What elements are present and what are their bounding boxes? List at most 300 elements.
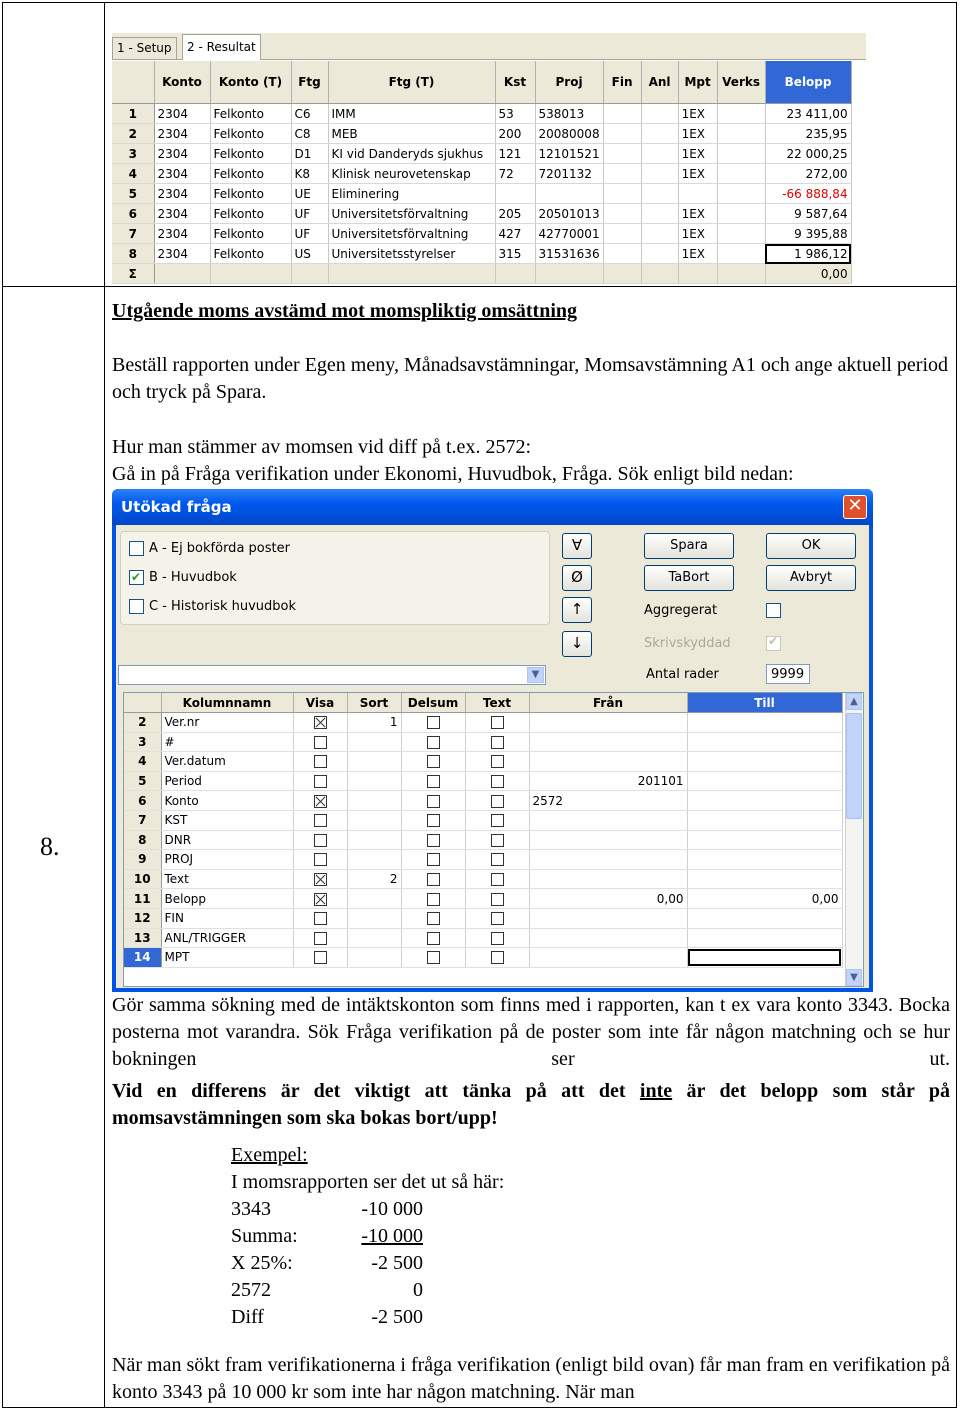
cell-verks[interactable] bbox=[717, 204, 765, 224]
cell-kst[interactable]: 205 bbox=[495, 204, 535, 224]
col-header[interactable]: Kst bbox=[495, 61, 535, 104]
query-row[interactable] bbox=[124, 771, 842, 791]
row-header[interactable]: 7 bbox=[112, 224, 154, 244]
option-historisk[interactable] bbox=[129, 598, 296, 616]
cell-kontot[interactable]: Felkonto bbox=[210, 244, 291, 264]
row-header[interactable]: 6 bbox=[124, 791, 161, 811]
option-ej-bokforda[interactable] bbox=[129, 540, 290, 558]
cell-ftg[interactable]: UF bbox=[291, 204, 328, 224]
cell-mpt[interactable]: 1EX bbox=[678, 144, 717, 164]
checkbox-icon[interactable] bbox=[491, 775, 504, 788]
cell-belopp[interactable]: 272,00 bbox=[765, 164, 851, 184]
col-header[interactable]: Sort bbox=[347, 693, 401, 713]
checkbox-icon[interactable] bbox=[427, 912, 440, 925]
cell-fin[interactable] bbox=[603, 144, 641, 164]
checkbox-icon[interactable] bbox=[491, 853, 504, 866]
col-header[interactable]: Fin bbox=[603, 61, 641, 104]
cell-till[interactable]: 0,00 bbox=[687, 889, 842, 909]
cell-fran[interactable] bbox=[529, 732, 687, 752]
row-header[interactable]: 9 bbox=[124, 850, 161, 870]
cell-till[interactable] bbox=[687, 908, 842, 928]
checkbox-icon[interactable] bbox=[427, 893, 440, 906]
cell-text[interactable] bbox=[465, 713, 529, 733]
cell-verks[interactable] bbox=[717, 184, 765, 204]
cell-text[interactable] bbox=[465, 830, 529, 850]
checkbox-checked-icon[interactable] bbox=[314, 873, 327, 886]
option-huvudbok[interactable] bbox=[129, 569, 237, 587]
cell-belopp[interactable]: 235,95 bbox=[765, 124, 851, 144]
query-row[interactable] bbox=[124, 713, 842, 733]
cell-sort[interactable] bbox=[347, 732, 401, 752]
col-header[interactable]: Kolumnnamn bbox=[161, 693, 293, 713]
col-header-selected[interactable]: Belopp bbox=[765, 61, 851, 104]
clear-button[interactable]: Ø bbox=[562, 565, 592, 591]
row-header[interactable]: 13 bbox=[124, 928, 161, 948]
row-header[interactable]: 10 bbox=[124, 869, 161, 889]
checkbox-icon[interactable] bbox=[491, 755, 504, 768]
scroll-up-icon[interactable]: ▲ bbox=[846, 693, 862, 710]
checkbox-icon[interactable] bbox=[491, 912, 504, 925]
cell-sort[interactable] bbox=[347, 771, 401, 791]
cell-kolumnnamn[interactable]: Ver.nr bbox=[161, 713, 293, 733]
cell-mpt[interactable]: 1EX bbox=[678, 104, 717, 124]
cell-fin[interactable] bbox=[603, 184, 641, 204]
table-row[interactable] bbox=[112, 104, 851, 124]
query-row[interactable] bbox=[124, 830, 842, 850]
cell-kst[interactable] bbox=[495, 184, 535, 204]
cell-proj[interactable]: 7201132 bbox=[535, 164, 603, 184]
close-icon[interactable]: ✕ bbox=[843, 495, 867, 519]
checkbox-icon[interactable] bbox=[491, 951, 504, 964]
cell-ftgt[interactable]: Eliminering bbox=[328, 184, 495, 204]
cell-fin[interactable] bbox=[603, 104, 641, 124]
cell-mpt[interactable]: 1EX bbox=[678, 164, 717, 184]
cell-konto[interactable]: 2304 bbox=[154, 104, 210, 124]
cell-verks[interactable] bbox=[717, 164, 765, 184]
checkbox-checked-icon[interactable] bbox=[314, 716, 327, 729]
cell-konto[interactable]: 2304 bbox=[154, 164, 210, 184]
cell-till[interactable] bbox=[687, 732, 842, 752]
cell-delsum[interactable] bbox=[401, 889, 465, 909]
cell-kontot[interactable]: Felkonto bbox=[210, 224, 291, 244]
cell-sort[interactable] bbox=[347, 889, 401, 909]
table-row[interactable] bbox=[112, 224, 851, 244]
cell-visa[interactable] bbox=[293, 830, 347, 850]
cell-fin[interactable] bbox=[603, 224, 641, 244]
cell-proj[interactable]: 12101521 bbox=[535, 144, 603, 164]
row-header[interactable]: 3 bbox=[124, 732, 161, 752]
cell-mpt[interactable]: 1EX bbox=[678, 244, 717, 264]
col-header[interactable]: Från bbox=[529, 693, 687, 713]
cell-fran[interactable] bbox=[529, 752, 687, 772]
grid-scrollbar[interactable] bbox=[845, 693, 863, 986]
query-row[interactable] bbox=[124, 948, 842, 968]
checkbox-icon[interactable] bbox=[427, 795, 440, 808]
select-all-button[interactable]: ∀ bbox=[562, 533, 592, 559]
checkbox-icon[interactable] bbox=[129, 541, 144, 556]
cell-text[interactable] bbox=[465, 948, 529, 968]
col-header[interactable]: Proj bbox=[535, 61, 603, 104]
checkbox-icon[interactable] bbox=[314, 775, 327, 788]
cell-delsum[interactable] bbox=[401, 928, 465, 948]
cell-sort[interactable] bbox=[347, 791, 401, 811]
row-header[interactable]: 12 bbox=[124, 908, 161, 928]
checkbox-icon[interactable] bbox=[314, 755, 327, 768]
checkbox-icon[interactable] bbox=[314, 814, 327, 827]
row-header[interactable]: 5 bbox=[124, 771, 161, 791]
row-header[interactable]: 8 bbox=[112, 244, 154, 264]
cell-kst[interactable]: 200 bbox=[495, 124, 535, 144]
cell-anl[interactable] bbox=[641, 144, 678, 164]
col-header[interactable]: Text bbox=[465, 693, 529, 713]
checkbox-icon[interactable] bbox=[314, 912, 327, 925]
cell-till[interactable] bbox=[687, 869, 842, 889]
col-header[interactable]: Verks bbox=[717, 61, 765, 104]
cell-visa[interactable] bbox=[293, 771, 347, 791]
cell-fin[interactable] bbox=[603, 164, 641, 184]
cell-text[interactable] bbox=[465, 771, 529, 791]
cell-delsum[interactable] bbox=[401, 850, 465, 870]
cell-kontot[interactable]: Felkonto bbox=[210, 104, 291, 124]
cell-kolumnnamn[interactable]: Text bbox=[161, 869, 293, 889]
cell-anl[interactable] bbox=[641, 204, 678, 224]
cell-till[interactable] bbox=[687, 791, 842, 811]
cell-kolumnnamn[interactable]: Belopp bbox=[161, 889, 293, 909]
checkbox-icon[interactable] bbox=[314, 834, 327, 847]
col-header[interactable]: Anl bbox=[641, 61, 678, 104]
cell-ftg[interactable]: K8 bbox=[291, 164, 328, 184]
scroll-thumb[interactable] bbox=[846, 713, 862, 819]
cell-till[interactable] bbox=[687, 928, 842, 948]
checkbox-icon[interactable] bbox=[491, 736, 504, 749]
cell-kolumnnamn[interactable]: FIN bbox=[161, 908, 293, 928]
checkbox-icon[interactable] bbox=[129, 599, 144, 614]
checkbox-icon[interactable] bbox=[491, 893, 504, 906]
cell-ftgt[interactable]: KI vid Danderyds sjukhus bbox=[328, 144, 495, 164]
col-header[interactable]: Ftg (T) bbox=[328, 61, 495, 104]
cell-fran[interactable] bbox=[529, 908, 687, 928]
cell-mpt[interactable] bbox=[678, 184, 717, 204]
checkbox-icon[interactable] bbox=[427, 716, 440, 729]
checkbox-icon[interactable] bbox=[427, 736, 440, 749]
cell-text[interactable] bbox=[465, 928, 529, 948]
cell-anl[interactable] bbox=[641, 164, 678, 184]
row-header[interactable]: 11 bbox=[124, 889, 161, 909]
cell-delsum[interactable] bbox=[401, 908, 465, 928]
cell-kolumnnamn[interactable]: Ver.datum bbox=[161, 752, 293, 772]
row-header[interactable]: 2 bbox=[124, 713, 161, 733]
cell-visa[interactable] bbox=[293, 869, 347, 889]
cell-proj[interactable]: 20080008 bbox=[535, 124, 603, 144]
cell-text[interactable] bbox=[465, 850, 529, 870]
cell-ftgt[interactable]: Universitetsstyrelser bbox=[328, 244, 495, 264]
cell-anl[interactable] bbox=[641, 124, 678, 144]
cell-visa[interactable] bbox=[293, 713, 347, 733]
table-row[interactable] bbox=[112, 244, 851, 264]
cell-fin[interactable] bbox=[603, 204, 641, 224]
cell-till[interactable] bbox=[687, 752, 842, 772]
cell-visa[interactable] bbox=[293, 732, 347, 752]
cell-delsum[interactable] bbox=[401, 869, 465, 889]
avbryt-button[interactable]: Avbryt bbox=[766, 565, 856, 591]
row-header[interactable]: 8 bbox=[124, 830, 161, 850]
checkbox-icon[interactable] bbox=[314, 853, 327, 866]
cell-ftg[interactable]: UF bbox=[291, 224, 328, 244]
cell-proj[interactable]: 538013 bbox=[535, 104, 603, 124]
checkbox-icon[interactable] bbox=[314, 951, 327, 964]
cell-sort[interactable] bbox=[347, 810, 401, 830]
cell-fran[interactable] bbox=[529, 850, 687, 870]
cell-ftgt[interactable]: Klinisk neurovetenskap bbox=[328, 164, 495, 184]
cell-konto[interactable]: 2304 bbox=[154, 224, 210, 244]
query-combo[interactable] bbox=[118, 665, 546, 685]
row-header[interactable]: 14 bbox=[124, 948, 161, 968]
cell-sort[interactable]: 2 bbox=[347, 869, 401, 889]
cell-ftg[interactable]: UE bbox=[291, 184, 328, 204]
cell-ftgt[interactable]: Universitetsförvaltning bbox=[328, 204, 495, 224]
cell-anl[interactable] bbox=[641, 224, 678, 244]
row-header[interactable]: 5 bbox=[112, 184, 154, 204]
query-row[interactable] bbox=[124, 889, 842, 909]
cell-verks[interactable] bbox=[717, 244, 765, 264]
col-header[interactable]: Visa bbox=[293, 693, 347, 713]
cell-kontot[interactable]: Felkonto bbox=[210, 164, 291, 184]
cell-delsum[interactable] bbox=[401, 948, 465, 968]
cell-till[interactable] bbox=[687, 948, 842, 968]
cell-delsum[interactable] bbox=[401, 771, 465, 791]
cell-kolumnnamn[interactable]: DNR bbox=[161, 830, 293, 850]
cell-till[interactable] bbox=[687, 771, 842, 791]
cell-fran[interactable] bbox=[529, 713, 687, 733]
cell-fran[interactable] bbox=[529, 830, 687, 850]
cell-fran[interactable] bbox=[529, 810, 687, 830]
checkbox-icon[interactable] bbox=[314, 736, 327, 749]
aggregerat-checkbox[interactable] bbox=[766, 603, 781, 618]
col-header[interactable]: Ftg bbox=[291, 61, 328, 104]
cell-ftg[interactable]: C6 bbox=[291, 104, 328, 124]
cell-belopp[interactable]: 23 411,00 bbox=[765, 104, 851, 124]
cell-ftg[interactable]: C8 bbox=[291, 124, 328, 144]
cell-verks[interactable] bbox=[717, 124, 765, 144]
checkbox-icon[interactable] bbox=[491, 932, 504, 945]
cell-sort[interactable] bbox=[347, 908, 401, 928]
checkbox-icon[interactable] bbox=[427, 932, 440, 945]
cell-visa[interactable] bbox=[293, 928, 347, 948]
checkbox-icon[interactable] bbox=[427, 755, 440, 768]
cell-verks[interactable] bbox=[717, 224, 765, 244]
checkbox-icon[interactable] bbox=[491, 834, 504, 847]
cell-anl[interactable] bbox=[641, 104, 678, 124]
cell-proj[interactable] bbox=[535, 184, 603, 204]
cell-proj[interactable]: 42770001 bbox=[535, 224, 603, 244]
cell-kontot[interactable]: Felkonto bbox=[210, 184, 291, 204]
cell-fran[interactable]: 2572 bbox=[529, 791, 687, 811]
cell-text[interactable] bbox=[465, 810, 529, 830]
cell-sort[interactable] bbox=[347, 850, 401, 870]
row-header[interactable]: 4 bbox=[124, 752, 161, 772]
checkbox-icon[interactable] bbox=[427, 951, 440, 964]
cell-anl[interactable] bbox=[641, 244, 678, 264]
cell-sort[interactable] bbox=[347, 928, 401, 948]
cell-konto[interactable]: 2304 bbox=[154, 124, 210, 144]
cell-text[interactable] bbox=[465, 791, 529, 811]
antal-rader-input[interactable]: 9999 bbox=[766, 664, 810, 684]
cell-text[interactable] bbox=[465, 752, 529, 772]
query-row[interactable] bbox=[124, 928, 842, 948]
row-header[interactable]: 3 bbox=[112, 144, 154, 164]
cell-kst[interactable]: 315 bbox=[495, 244, 535, 264]
cell-visa[interactable] bbox=[293, 908, 347, 928]
cell-fin[interactable] bbox=[603, 124, 641, 144]
cell-delsum[interactable] bbox=[401, 830, 465, 850]
cell-fran[interactable]: 201101 bbox=[529, 771, 687, 791]
checkbox-icon[interactable] bbox=[314, 932, 327, 945]
cell-till[interactable] bbox=[687, 850, 842, 870]
cell-visa[interactable] bbox=[293, 948, 347, 968]
cell-delsum[interactable] bbox=[401, 732, 465, 752]
cell-kst[interactable]: 53 bbox=[495, 104, 535, 124]
cell-fran[interactable] bbox=[529, 948, 687, 968]
cell-konto[interactable]: 2304 bbox=[154, 204, 210, 224]
cell-ftgt[interactable]: MEB bbox=[328, 124, 495, 144]
checkbox-icon[interactable] bbox=[427, 873, 440, 886]
query-row[interactable] bbox=[124, 791, 842, 811]
cell-kolumnnamn[interactable]: Konto bbox=[161, 791, 293, 811]
cell-ftg[interactable]: US bbox=[291, 244, 328, 264]
cell-kolumnnamn[interactable]: KST bbox=[161, 810, 293, 830]
cell-visa[interactable] bbox=[293, 889, 347, 909]
cell-visa[interactable] bbox=[293, 850, 347, 870]
cell-fran[interactable] bbox=[529, 869, 687, 889]
checkbox-icon[interactable] bbox=[427, 775, 440, 788]
checkbox-icon[interactable] bbox=[491, 716, 504, 729]
cell-text[interactable] bbox=[465, 869, 529, 889]
query-row[interactable] bbox=[124, 810, 842, 830]
checkbox-icon[interactable] bbox=[427, 853, 440, 866]
cell-konto[interactable]: 2304 bbox=[154, 144, 210, 164]
col-header[interactable]: Delsum bbox=[401, 693, 465, 713]
move-down-button[interactable]: ↓ bbox=[562, 631, 592, 657]
cell-fin[interactable] bbox=[603, 244, 641, 264]
checkbox-icon[interactable] bbox=[491, 814, 504, 827]
col-header[interactable]: Konto bbox=[154, 61, 210, 104]
cell-delsum[interactable] bbox=[401, 810, 465, 830]
col-header-selected[interactable]: Till bbox=[687, 693, 842, 713]
row-header[interactable]: 2 bbox=[112, 124, 154, 144]
row-header[interactable]: 4 bbox=[112, 164, 154, 184]
cell-ftg[interactable]: D1 bbox=[291, 144, 328, 164]
cell-visa[interactable] bbox=[293, 752, 347, 772]
cell-kst[interactable]: 427 bbox=[495, 224, 535, 244]
cell-proj[interactable]: 20501013 bbox=[535, 204, 603, 224]
checkbox-checked-icon[interactable] bbox=[129, 570, 144, 585]
table-row[interactable] bbox=[112, 184, 851, 204]
cell-fran[interactable] bbox=[529, 928, 687, 948]
cell-kontot[interactable]: Felkonto bbox=[210, 204, 291, 224]
cell-kolumnnamn[interactable]: Period bbox=[161, 771, 293, 791]
cell-text[interactable] bbox=[465, 889, 529, 909]
cell-belopp[interactable]: -66 888,84 bbox=[765, 184, 851, 204]
col-header[interactable]: Konto (T) bbox=[210, 61, 291, 104]
cell-text[interactable] bbox=[465, 732, 529, 752]
cell-mpt[interactable]: 1EX bbox=[678, 204, 717, 224]
cell-sort[interactable] bbox=[347, 752, 401, 772]
cell-anl[interactable] bbox=[641, 184, 678, 204]
cell-mpt[interactable]: 1EX bbox=[678, 124, 717, 144]
cell-till[interactable] bbox=[687, 810, 842, 830]
col-header[interactable]: Mpt bbox=[678, 61, 717, 104]
cell-delsum[interactable] bbox=[401, 713, 465, 733]
cell-belopp[interactable]: 9 395,88 bbox=[765, 224, 851, 244]
checkbox-icon[interactable] bbox=[491, 873, 504, 886]
cell-till[interactable] bbox=[687, 713, 842, 733]
cell-text[interactable] bbox=[465, 908, 529, 928]
cell-sort[interactable] bbox=[347, 830, 401, 850]
row-header[interactable]: 7 bbox=[124, 810, 161, 830]
cell-ftgt[interactable]: Universitetsförvaltning bbox=[328, 224, 495, 244]
tab-setup[interactable]: 1 - Setup bbox=[112, 37, 177, 59]
cell-konto[interactable]: 2304 bbox=[154, 244, 210, 264]
cell-visa[interactable] bbox=[293, 810, 347, 830]
query-row[interactable] bbox=[124, 732, 842, 752]
cell-proj[interactable]: 31531636 bbox=[535, 244, 603, 264]
cell-kontot[interactable]: Felkonto bbox=[210, 144, 291, 164]
checkbox-icon[interactable] bbox=[491, 795, 504, 808]
cell-sort[interactable]: 1 bbox=[347, 713, 401, 733]
tabort-button[interactable]: TaBort bbox=[644, 565, 734, 591]
query-row[interactable] bbox=[124, 869, 842, 889]
tab-resultat[interactable]: 2 - Resultat bbox=[182, 34, 261, 60]
table-row[interactable] bbox=[112, 204, 851, 224]
move-up-button[interactable]: ↑ bbox=[562, 597, 592, 623]
checkbox-icon[interactable] bbox=[427, 814, 440, 827]
query-row[interactable] bbox=[124, 850, 842, 870]
checkbox-checked-icon[interactable] bbox=[314, 893, 327, 906]
spara-button[interactable]: Spara bbox=[644, 533, 734, 559]
cell-belopp[interactable]: 1 986,12 bbox=[765, 244, 851, 264]
cell-kst[interactable]: 72 bbox=[495, 164, 535, 184]
cell-fran[interactable]: 0,00 bbox=[529, 889, 687, 909]
query-row[interactable] bbox=[124, 752, 842, 772]
cell-kolumnnamn[interactable]: PROJ bbox=[161, 850, 293, 870]
cell-kontot[interactable]: Felkonto bbox=[210, 124, 291, 144]
table-row[interactable] bbox=[112, 144, 851, 164]
ok-button[interactable]: OK bbox=[766, 533, 856, 559]
row-header[interactable]: 1 bbox=[112, 104, 154, 124]
cell-delsum[interactable] bbox=[401, 752, 465, 772]
checkbox-icon[interactable] bbox=[427, 834, 440, 847]
cell-belopp[interactable]: 9 587,64 bbox=[765, 204, 851, 224]
table-row[interactable] bbox=[112, 124, 851, 144]
cell-kolumnnamn[interactable]: ANL/TRIGGER bbox=[161, 928, 293, 948]
cell-verks[interactable] bbox=[717, 104, 765, 124]
cell-delsum[interactable] bbox=[401, 791, 465, 811]
chevron-down-icon[interactable]: ▼ bbox=[527, 667, 544, 683]
cell-verks[interactable] bbox=[717, 144, 765, 164]
table-row[interactable] bbox=[112, 164, 851, 184]
query-row[interactable] bbox=[124, 908, 842, 928]
cell-kolumnnamn[interactable]: MPT bbox=[161, 948, 293, 968]
cell-mpt[interactable]: 1EX bbox=[678, 224, 717, 244]
cell-sort[interactable] bbox=[347, 948, 401, 968]
cell-kst[interactable]: 121 bbox=[495, 144, 535, 164]
scroll-down-icon[interactable]: ▼ bbox=[846, 969, 862, 986]
cell-till[interactable] bbox=[687, 830, 842, 850]
checkbox-checked-icon[interactable] bbox=[314, 795, 327, 808]
cell-ftgt[interactable]: IMM bbox=[328, 104, 495, 124]
cell-belopp[interactable]: 22 000,25 bbox=[765, 144, 851, 164]
cell-visa[interactable] bbox=[293, 791, 347, 811]
